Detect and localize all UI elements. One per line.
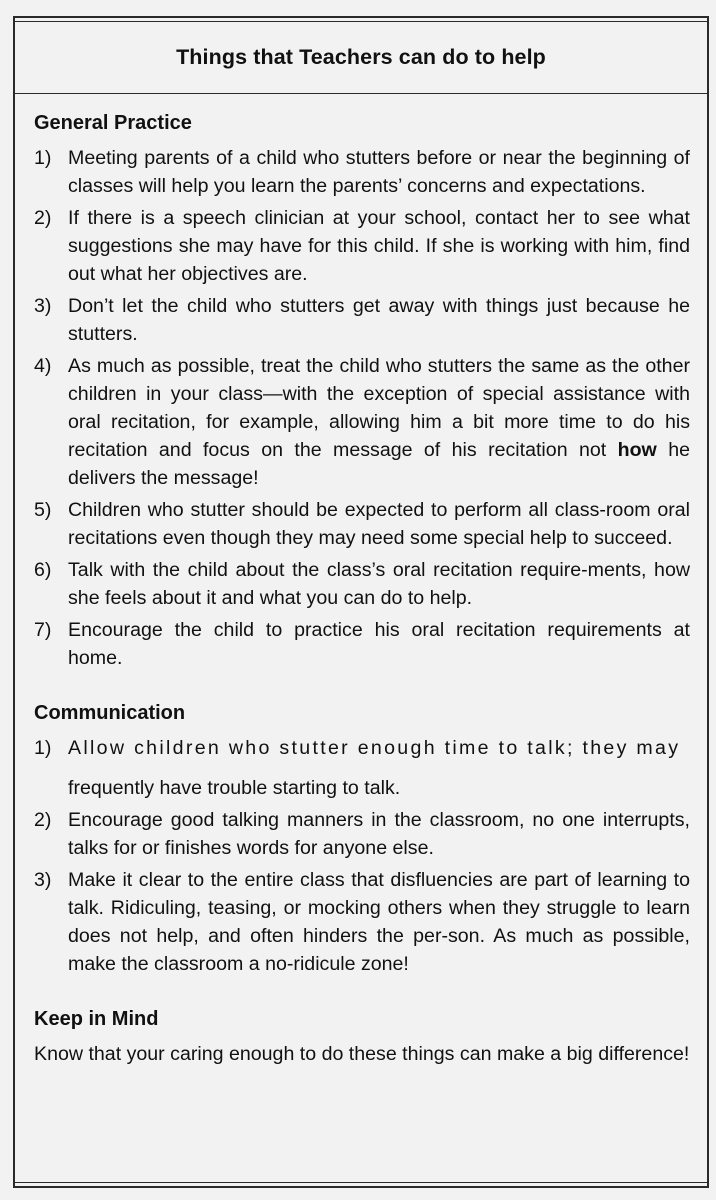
item-continuation: frequently have trouble starting to talk.	[68, 777, 401, 799]
box-content	[34, 108, 690, 1068]
item-text-after: he delivers the message!	[68, 439, 690, 489]
list-item	[34, 616, 690, 672]
list-item	[34, 496, 690, 552]
page-title: Things that Teachers can do to help	[176, 45, 546, 69]
communication-list-continued	[34, 806, 690, 978]
item-number: 5)	[34, 499, 52, 521]
item-number: 2)	[34, 207, 52, 229]
section-heading-keep-in-mind: Keep in Mind	[34, 1008, 159, 1030]
item-number: 3)	[34, 869, 52, 891]
item-number: 1)	[34, 147, 52, 169]
item-text: Encourage the child to practice his oral recitation requirements at home.	[68, 619, 690, 669]
section-spacer	[34, 982, 690, 1004]
item-number: 3)	[34, 295, 52, 317]
item-text: Talk with the child about the class’s oral recitation require-ments, how she feels about it and what you can do to help.	[68, 559, 690, 609]
item-number: 7)	[34, 619, 52, 641]
box-header	[13, 22, 709, 94]
item-number: 4)	[34, 355, 52, 377]
section-spacer	[34, 676, 690, 698]
list-item	[34, 352, 690, 492]
list-item	[34, 292, 690, 348]
item-number: 6)	[34, 559, 52, 581]
section-heading-general-practice: General Practice	[34, 112, 192, 134]
list-item	[34, 204, 690, 288]
bottom-rule	[13, 1182, 709, 1184]
item-text-bold: how	[617, 439, 657, 461]
item-text: Allow children who stutter enough time to talk; they may	[68, 737, 681, 759]
item-text	[68, 352, 690, 492]
item-text: Meeting parents of a child who stutters before or near the beginning of classes will help you learn the parents’ concerns and expectations.	[68, 147, 690, 197]
item-number: 2)	[34, 809, 52, 831]
item-text: Encourage good talking manners in the classroom, no one interrupts, talks for or finishes words for anyone else.	[68, 809, 690, 859]
item-text-before: As much as possible, treat the child who stutters the same as the other children in your class—with the exception of special assistance with oral recitation, for example, allowing him a bit more time to do his recitation and focus on the message of his recitation not	[68, 355, 690, 461]
list-item	[34, 734, 690, 762]
closing-text: Know that your caring enough to do these things can make a big difference!	[34, 1043, 690, 1065]
list-item	[34, 144, 690, 200]
item-text: Children who stutter should be expected to perform all class-room oral recitations even though they may need some special help to succeed.	[68, 499, 690, 549]
communication-list	[34, 734, 690, 762]
item-text: Make it clear to the entire class that disfluencies are part of learning to talk. Ridiculing, teasing, or mocking others when they struggle to learn does not help, and often hinders the per-son. As much as possible, make the classroom a no-ridicule zone!	[68, 869, 690, 975]
item-text: Don’t let the child who stutters get away with things just because he stutters.	[68, 295, 690, 345]
section-heading-communication: Communication	[34, 702, 186, 724]
list-item	[34, 866, 690, 978]
item-number: 1)	[34, 737, 52, 759]
list-item	[34, 806, 690, 862]
item-text: If there is a speech clinician at your school, contact her to see what suggestions she may have for this child. If she is working with him, find out what her objectives are.	[68, 207, 690, 285]
general-practice-list	[34, 144, 690, 672]
list-item	[34, 556, 690, 612]
